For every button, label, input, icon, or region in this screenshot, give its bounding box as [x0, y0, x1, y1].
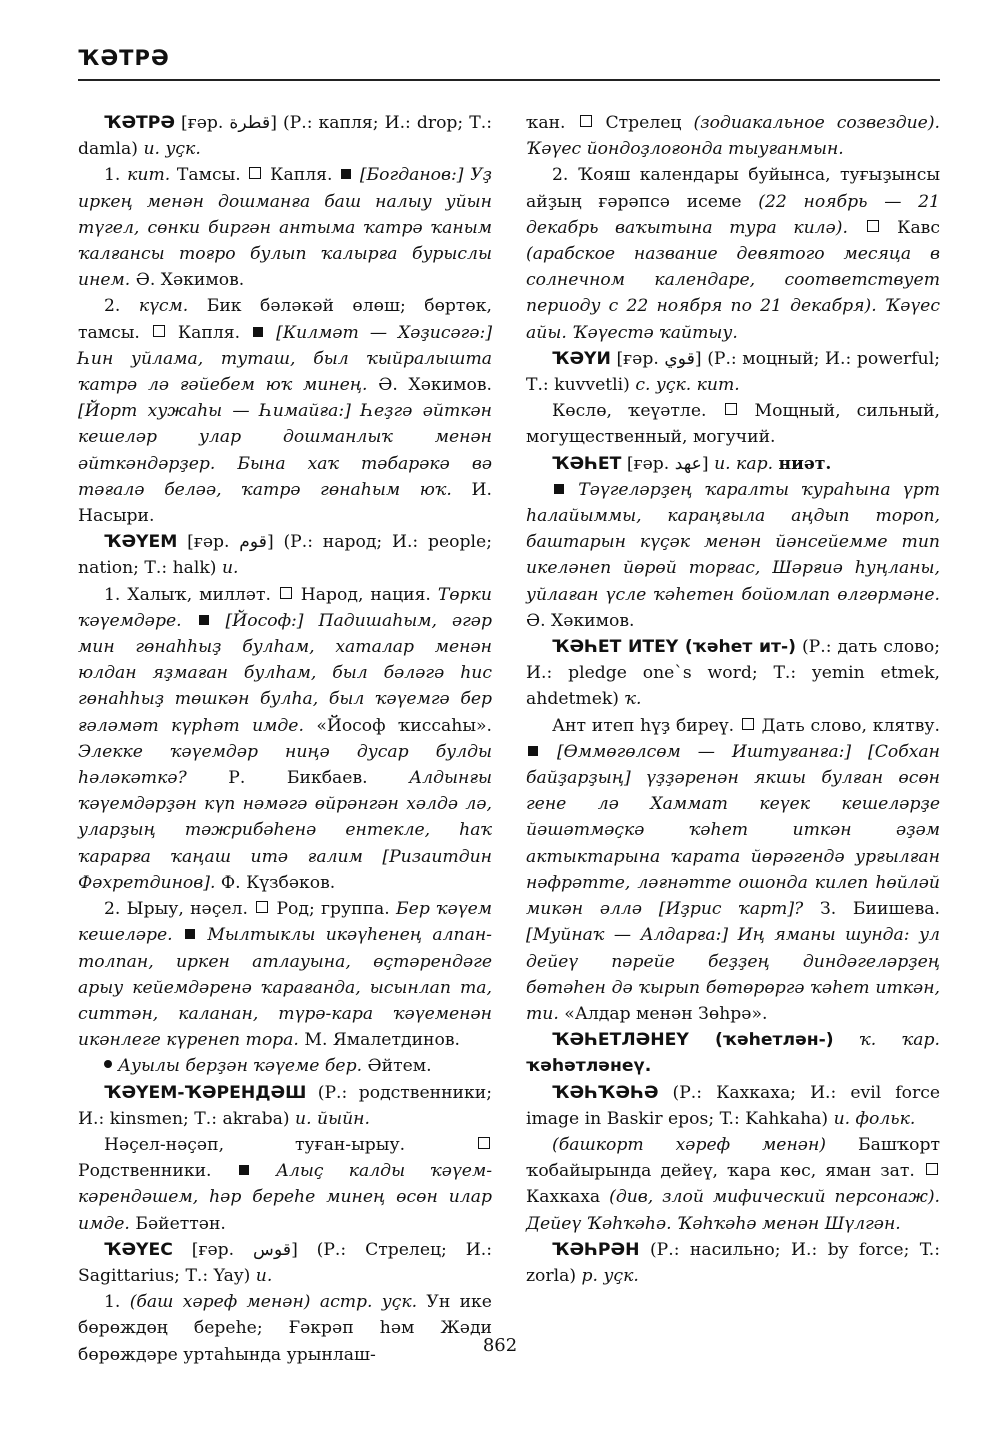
running-head: ҠӘТРӘ [78, 46, 170, 70]
open-square-icon [280, 587, 292, 599]
headword: ҠӘҮЕМ [104, 532, 178, 553]
continued-sense: ҡан. Стрелец (зодиакальное созвездие). Ҡәүес йондоҙлоғонда тыуғанмын. [526, 113, 940, 160]
filled-square-icon [239, 1165, 249, 1175]
page-number: 862 [482, 1335, 518, 1356]
open-square-icon [742, 718, 754, 730]
page-header [78, 46, 940, 70]
filled-square-icon [341, 169, 351, 179]
headword: ҠӘҮЕМ-ҠӘРЕНДӘШ [104, 1082, 307, 1103]
sense: Нәҫел-нәҫәп, туған-ырыу. Родственники. Алыҫ калды ҡәүем-кәрендәшем, һәр береһе минең өсөн илар имде. Бәйеттән. [78, 1134, 492, 1234]
arabic-etymon: عهد [674, 453, 702, 474]
entry-katra: ҠӘТРӘ [ғәр. قطرة] (Р.: капля; И.: drop; Т.: damla) и. уҫк. [78, 113, 492, 160]
open-square-icon [867, 220, 879, 232]
entry-kaues: ҠӘҮЕС [ғәр. قوس] (Р.: Стрелец; И.: Sagittarius; Т.: Yay) и. [78, 1239, 492, 1286]
sense: Көслө, ҡеүәтле. Мощный, сильный, могущественный, могучий. [526, 401, 940, 448]
entry-kaui: ҠӘҮИ [ғәр. قوي] (Р.: моцный; И.: powerful; Т.: kuvvetli) с. уҫк. кит. [526, 348, 940, 396]
headword: ҠӘҺЕТ ИТЕҮ (ҡәһет ит-) [552, 637, 796, 658]
headword: ҠӘТРӘ [104, 113, 175, 133]
entry-kahkaha: ҠӘҺҠӘҺӘ (Р.: Кахкаха; И.: evil force image in Baskir epos; T.: Kahkaha) и. фольк. [526, 1082, 940, 1129]
filled-square-icon [528, 746, 538, 756]
open-square-icon [926, 1163, 938, 1175]
entry-kauem: ҠӘҮЕМ [ғәр. قوم] (Р.: народ; И.: people; nation; Т.: halk) и. [78, 532, 492, 579]
entry-kauem-karendash: ҠӘҮЕМ-ҠӘРЕНДӘШ (Р.: родственники; И.: kinsmen; Т.: akraba) и. йыйн. [78, 1082, 492, 1129]
entry-kahetlaneu: ҠӘҺЕТЛӘНЕҮ (ҡәһетлән-) ҡ. ҡар. ҡәһәтләнеү. [526, 1030, 940, 1077]
open-square-icon [580, 115, 592, 127]
sense-2: 2. Ырыу, нәҫел. Род; группа. Бер ҡәүем кешеләре. Мылтыклы икәүһенең алпан-толпан, иркен атлауына, өҫтәрендәге арыу кейемдәренә ҡарағанда, ысынлап та, ситтән, каланан, түрә-кара ҡәүеменән икәнлеге күренеп тора. М. Ямалетдинов. [78, 899, 493, 1051]
phrase: Ауылы берҙән ҡәүеме бер. Әйтем. [78, 1053, 492, 1079]
left-column [78, 110, 492, 1368]
right-column [526, 110, 940, 1289]
open-square-icon [153, 325, 165, 337]
headword: ҠӘҺРӘН [552, 1239, 640, 1260]
headword: ҠӘҺЕТЛӘНЕҮ (ҡәһетлән-) [552, 1030, 834, 1051]
entry-kahran: ҠӘҺРӘН (Р.: насильно; И.: by force; T.: zorla) р. уҫк. [526, 1239, 940, 1286]
arabic-etymon: قوي [664, 348, 695, 369]
open-square-icon [249, 167, 261, 179]
sense-1: 1. Халыҡ, милләт. Народ, нация. Төрки ҡәүемдәре. [Йософ:] Падишаһым, әгәр мин гөнаһһыҙ булһам, хаталар менән юлдан яҙмаған булһам, был бәләгә һис гөнаһһыҙ төшкән булһа, был ҡәүемгә бер ғәләмәт күрһәт имде. «Йософ ҡиссаһы». Элекке ҡәүемдәр ниңә дусар булды һәләкәткә? Р. Бикбаев. Алдынғы ҡәүемдәрҙән күп нәмәгә өйрәнгән хәлдә лә, уларҙың тәжрибәһенә ентекле, һаҡ ҡарарға ҡаңаш итә ғалим [Ризаитдин Фәхретдинов]. Ф. Күзбәков. [78, 584, 492, 893]
sense-2: 2. Ҡояш календары буйынса, туғыҙынсы айҙың ғәрәпсә исеме (22 ноябрь — 21 декабрь ваҡытына тура килә). Кавс (арабское название девятого месяца в солнечном календаре, соответствует периоду с 22 ноября по 21 декабря). Ҡәүес айы. Ҡәүестә ҡайтыу. [526, 165, 940, 343]
sense-1: 1. кит. Тамсы. Капля. [Богданов:] Уҙ иркең менән дошманға баш налыу уйын түгел, сөнки биргән антыма ҡатрә ҡаным ҡалғансы тоғро булып ҡалырға бурыслы инем. Ә. Хәкимов. [78, 165, 493, 291]
headword: ҠӘҺҠӘҺӘ [552, 1082, 659, 1103]
arabic-etymon: قوس [252, 1239, 292, 1260]
filled-square-icon [199, 615, 209, 625]
entry-kahet-iteu: ҠӘҺЕТ ИТЕҮ (ҡәһет ит-) (Р.: дать слово; И.: pledge one`s word; Т.: yemin etmek, ahdetmek) ҡ. [526, 637, 940, 710]
open-square-icon [725, 403, 737, 415]
header-rule [78, 79, 940, 81]
open-square-icon [478, 1137, 490, 1149]
filled-square-icon [554, 484, 564, 494]
sense-2: 2. күсм. Бик бәләкәй өлөш; бөртөк, тамсы. Капля. [Килмәт — Хәҙисәгә:] Һин уйлама, туташ, был ҡыйралышта ҡатрә лә ғәйебем юҡ минең. Ә. Хәкимов. [Йорт хужаһы — Һимайға:] Һеҙгә әйткән кешеләр улар дошманлыҡ менән әйткәндәрҙер. Бына хаҡ тәбарәкә вә тәғалә беләә, ҡатрә гөнаһым юҡ. И. Насыри. [78, 296, 493, 527]
example: Тәүгеләрҙең ҡаралты ҡураһына үрт һалайыммы, караңғыла аңдып тороп, баштарын күҫәк менән йәнсейемме тип икеләнеп йөрөй торғас, Шәрғиә һуңланы, уйлаған үсле ҡәһетен бойомлап өлгөрмәне. Ә. Хәкимов. [526, 479, 940, 631]
filled-square-icon [253, 327, 263, 337]
arabic-etymon: قطرة [229, 113, 271, 133]
entry-kahet: ҠӘҺЕТ [ғәр. عهد] и. кар. ниәт. [552, 453, 832, 474]
sense: Ант итеп һүҙ биреү. Дать слово, клятву. [Өммөгөлсөм — Иштуғанға:] [Собхан байҙарҙың] үҙҙәренән якшы булған өсөн гене лә Хаммат кеүек кешеләрҙе йәшәтмәҫкә ҡәһет иткән әҙәм актыктарына ҡарата йөрәгендә урғылған нәфрәтте, ләғнәтте ошонда килеп һөйләй микән әллә [Иҙрис ҡарт]? З. Биишева. [Муйнаҡ — Алдарға:] Иң яманы шунда: ул дейеү пәрейе беҙҙең диндәгеләрҙең бөтәһен дә ҡырып бөтөрөргә ҡәһет иткән, ти. «Алдар менән Зөһрә». [526, 715, 940, 1024]
sense-1: 1. (баш хәреф менән) астр. уҫк. Ун ике бөрөждөң береһе; Ғәкрәп һәм Жәди бөрөждәре уртаһында урынлаш- [78, 1292, 492, 1365]
open-square-icon [256, 901, 268, 913]
bullet-icon [104, 1060, 112, 1068]
sense: (башкорт хәреф менән) Башҡорт ҡобайырында дейеү, ҡара көс, яман зат. Кахкаха (див, злой мифический персонаж). Дейеү Ҡәһҡәһә. Ҡәһҡәһә менән Шүлгән. [526, 1134, 940, 1234]
arabic-etymon: قوم [239, 532, 267, 553]
headword: ҠӘҮЕС [104, 1239, 173, 1260]
headword: ҠӘҺЕТ [552, 453, 622, 474]
headword: ҠӘҮИ [552, 348, 611, 369]
filled-square-icon [185, 929, 195, 939]
